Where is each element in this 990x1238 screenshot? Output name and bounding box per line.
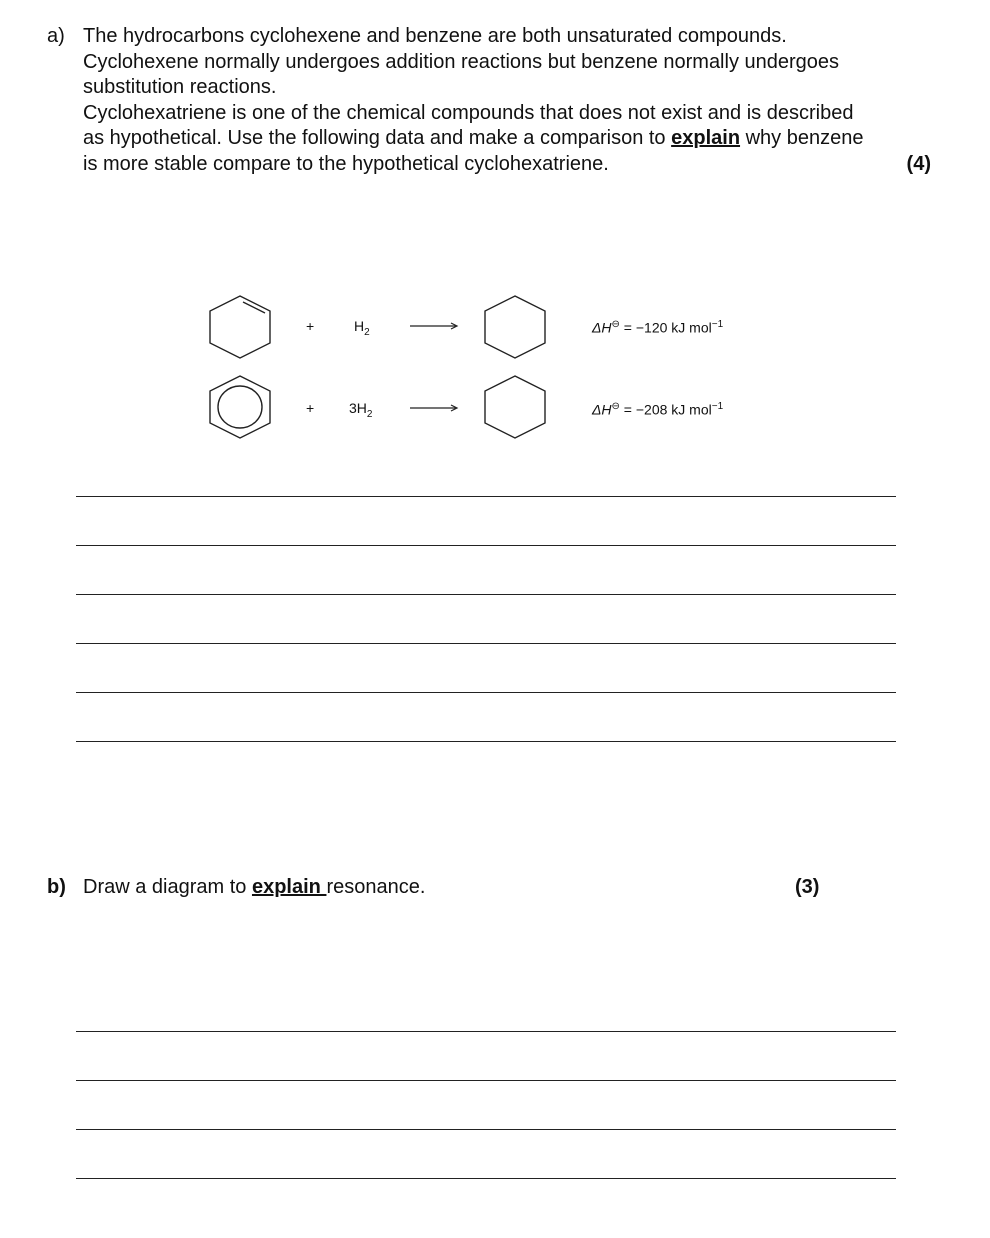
reagent-2: $3H_2$ xyxy=(349,400,373,420)
answer-line-b-1[interactable] xyxy=(76,1031,896,1032)
answer-line-a-2[interactable] xyxy=(76,545,896,546)
reaction-arrow-1 xyxy=(410,323,457,329)
keyword-explain-b: explain xyxy=(251,876,327,898)
answer-line-a-4[interactable] xyxy=(76,643,896,644)
question-a-line-2: Cyclohexene normally undergoes addition reactions but benzene normally undergoes xyxy=(83,50,840,73)
answer-line-b-4[interactable] xyxy=(76,1178,896,1179)
benzene-structure xyxy=(210,376,270,438)
question-b-label: b) xyxy=(47,876,66,898)
question-a-line-1: The hydrocarbons cyclohexene and benzene are both unsaturated compounds. xyxy=(83,25,787,47)
enthalpy-change-1: ΔH⊖ = −120 kJ mol$^{-1}$ xyxy=(592,319,724,336)
question-a-marks: (4) xyxy=(906,152,931,175)
plus-sign-2: + xyxy=(306,400,315,416)
reaction-scheme xyxy=(200,288,820,448)
answer-line-a-6[interactable] xyxy=(76,741,896,742)
cyclohexane-structure-2 xyxy=(485,376,545,438)
question-a xyxy=(47,24,947,177)
answer-line-a-1[interactable] xyxy=(76,496,896,497)
question-a-body xyxy=(83,24,947,177)
enthalpy-change-2: ΔH⊖ = −208 kJ mol$^{-1}$ xyxy=(592,401,724,418)
answer-line-b-3[interactable] xyxy=(76,1129,896,1130)
question-a-line-6: is more stable compare to the hypothetical cyclohexatriene. (4) xyxy=(83,152,947,178)
answer-line-a-3[interactable] xyxy=(76,594,896,595)
question-b-text: Draw a diagram to explain resonance. xyxy=(83,876,426,898)
question-b-marks: (3) xyxy=(795,876,820,898)
question-a-label: a) xyxy=(47,25,65,47)
reaction-scheme-drawing xyxy=(200,288,820,448)
plus-sign-1: + xyxy=(306,318,315,334)
answer-line-b-2[interactable] xyxy=(76,1080,896,1081)
question-a-line-3: substitution reactions. xyxy=(83,76,277,98)
reagent-1: $H_2$ xyxy=(354,318,370,338)
cyclohexene-structure xyxy=(210,296,270,358)
question-a-line-5: as hypothetical. Use the following data and make a comparison to explain why benzene xyxy=(83,127,864,149)
keyword-explain: explain xyxy=(671,127,741,149)
question-a-line-4: Cyclohexatriene is one of the chemical compounds that does not exist and is described xyxy=(83,101,854,124)
answer-line-a-5[interactable] xyxy=(76,692,896,693)
cyclohexane-structure-1 xyxy=(485,296,545,358)
reaction-arrow-2 xyxy=(410,405,457,411)
